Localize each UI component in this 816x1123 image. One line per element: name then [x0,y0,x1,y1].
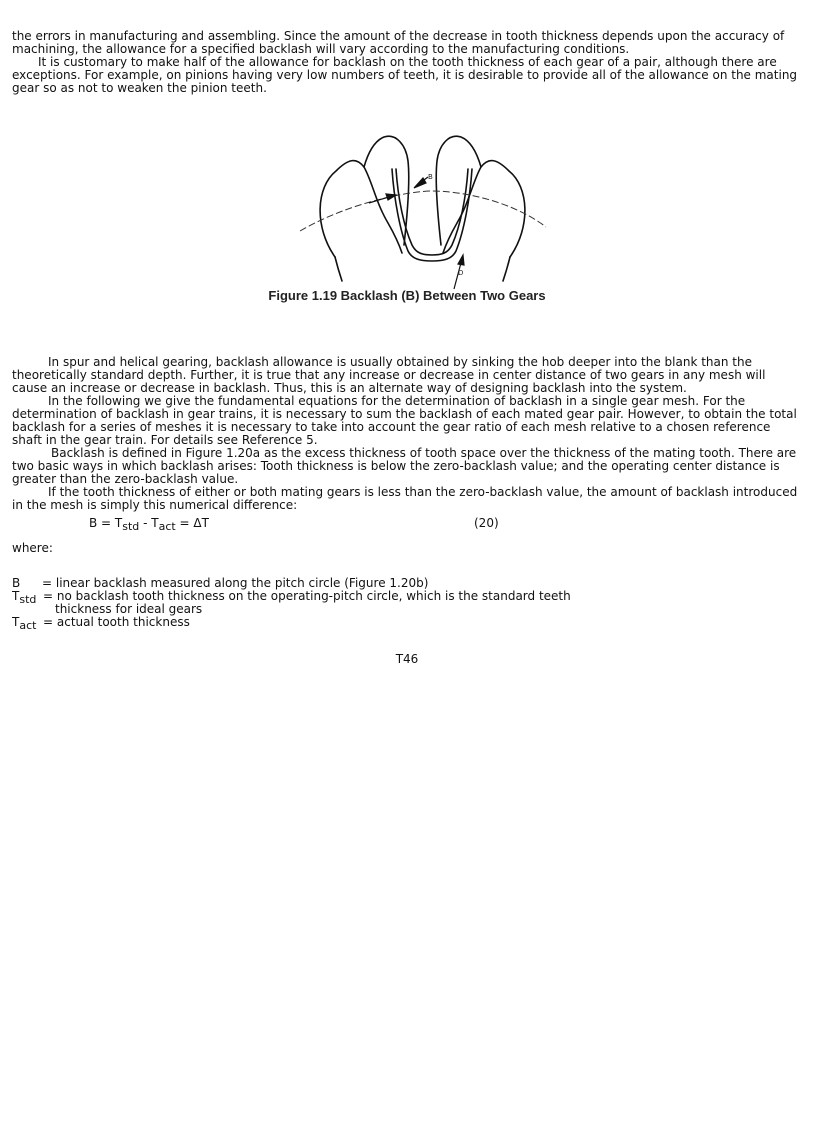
where-label: where: [12,541,53,555]
equation-20 [12,514,802,534]
document-page [12,29,802,666]
paragraph: In spur and helical gearing, backlash allowance is usually obtained by sinking the hob deeper into the blank than the theoretically standard depth. Further, it is true that any increase or decrease in center distance of two gears in any mesh will cause an increase or decrease in backlash. Thus, this is an alternate way of designing backlash into the system. [12,355,766,395]
paragraph: It is customary to make half of the allowance for backlash on the tooth thickness of each gear of a pair, although there are exceptions. For example, on pinions having very low numbers of teeth, it is desirable to provide all of the allowance on the mating gear so as not to weaken the pinion teeth. [12,55,798,95]
definition-b: B = linear backlash measured along the pitch circle (Figure 1.20b) [12,576,429,590]
definition-tstd-continuation: thickness for ideal gears [55,602,203,616]
definition-tstd: $T_{std}$ = no backlash tooth thickness on the operating-pitch circle, which is the standard teeth [12,589,571,606]
page-number: T46 [395,652,419,666]
paragraph: the errors in manufacturing and assembling. Since the amount of the decrease in tooth thickness depends upon the accuracy of machining, the allowance for a specified backlash will vary according to the manufacturing conditions. [12,29,785,56]
paragraph: Backlash is defined in Figure 1.20a as the excess thickness of tooth space over the thickness of the mating tooth. There are two basic ways in which backlash arises: Tooth thickness is below the zero-backlash value; and the operating center distance is greater than the zero-backlash value. [12,446,797,486]
figure-backlash [12,99,802,349]
gear-mesh-illustration [12,99,802,349]
equation: $B = T_{std} - T_{act} = \Delta T$ [89,516,209,533]
figure-caption: Figure 1.19 Backlash (B) Between Two Gears [268,288,546,303]
paragraph: If the tooth thickness of either or both mating gears is less than the zero-backlash value, the amount of backlash introduced in the mesh is simply this numerical difference: [12,485,798,512]
label-d: D [458,269,464,277]
definition-tact: $T_{act}$ = actual tooth thickness [12,615,190,632]
equation-number: (20) [474,516,499,530]
label-b: B [428,173,433,181]
definitions-list [12,576,802,632]
paragraph: In the following we give the fundamental equations for the determination of backlash in a single gear mesh. For the determination of backlash in gear trains, it is necessary to sum the backlash of each mated gear pair. However, to obtain the total backlash for a series of meshes it is necessary to take into account the gear ratio of each mesh relative to a chosen reference shaft in the gear train. For details see Reference 5. [12,394,797,447]
